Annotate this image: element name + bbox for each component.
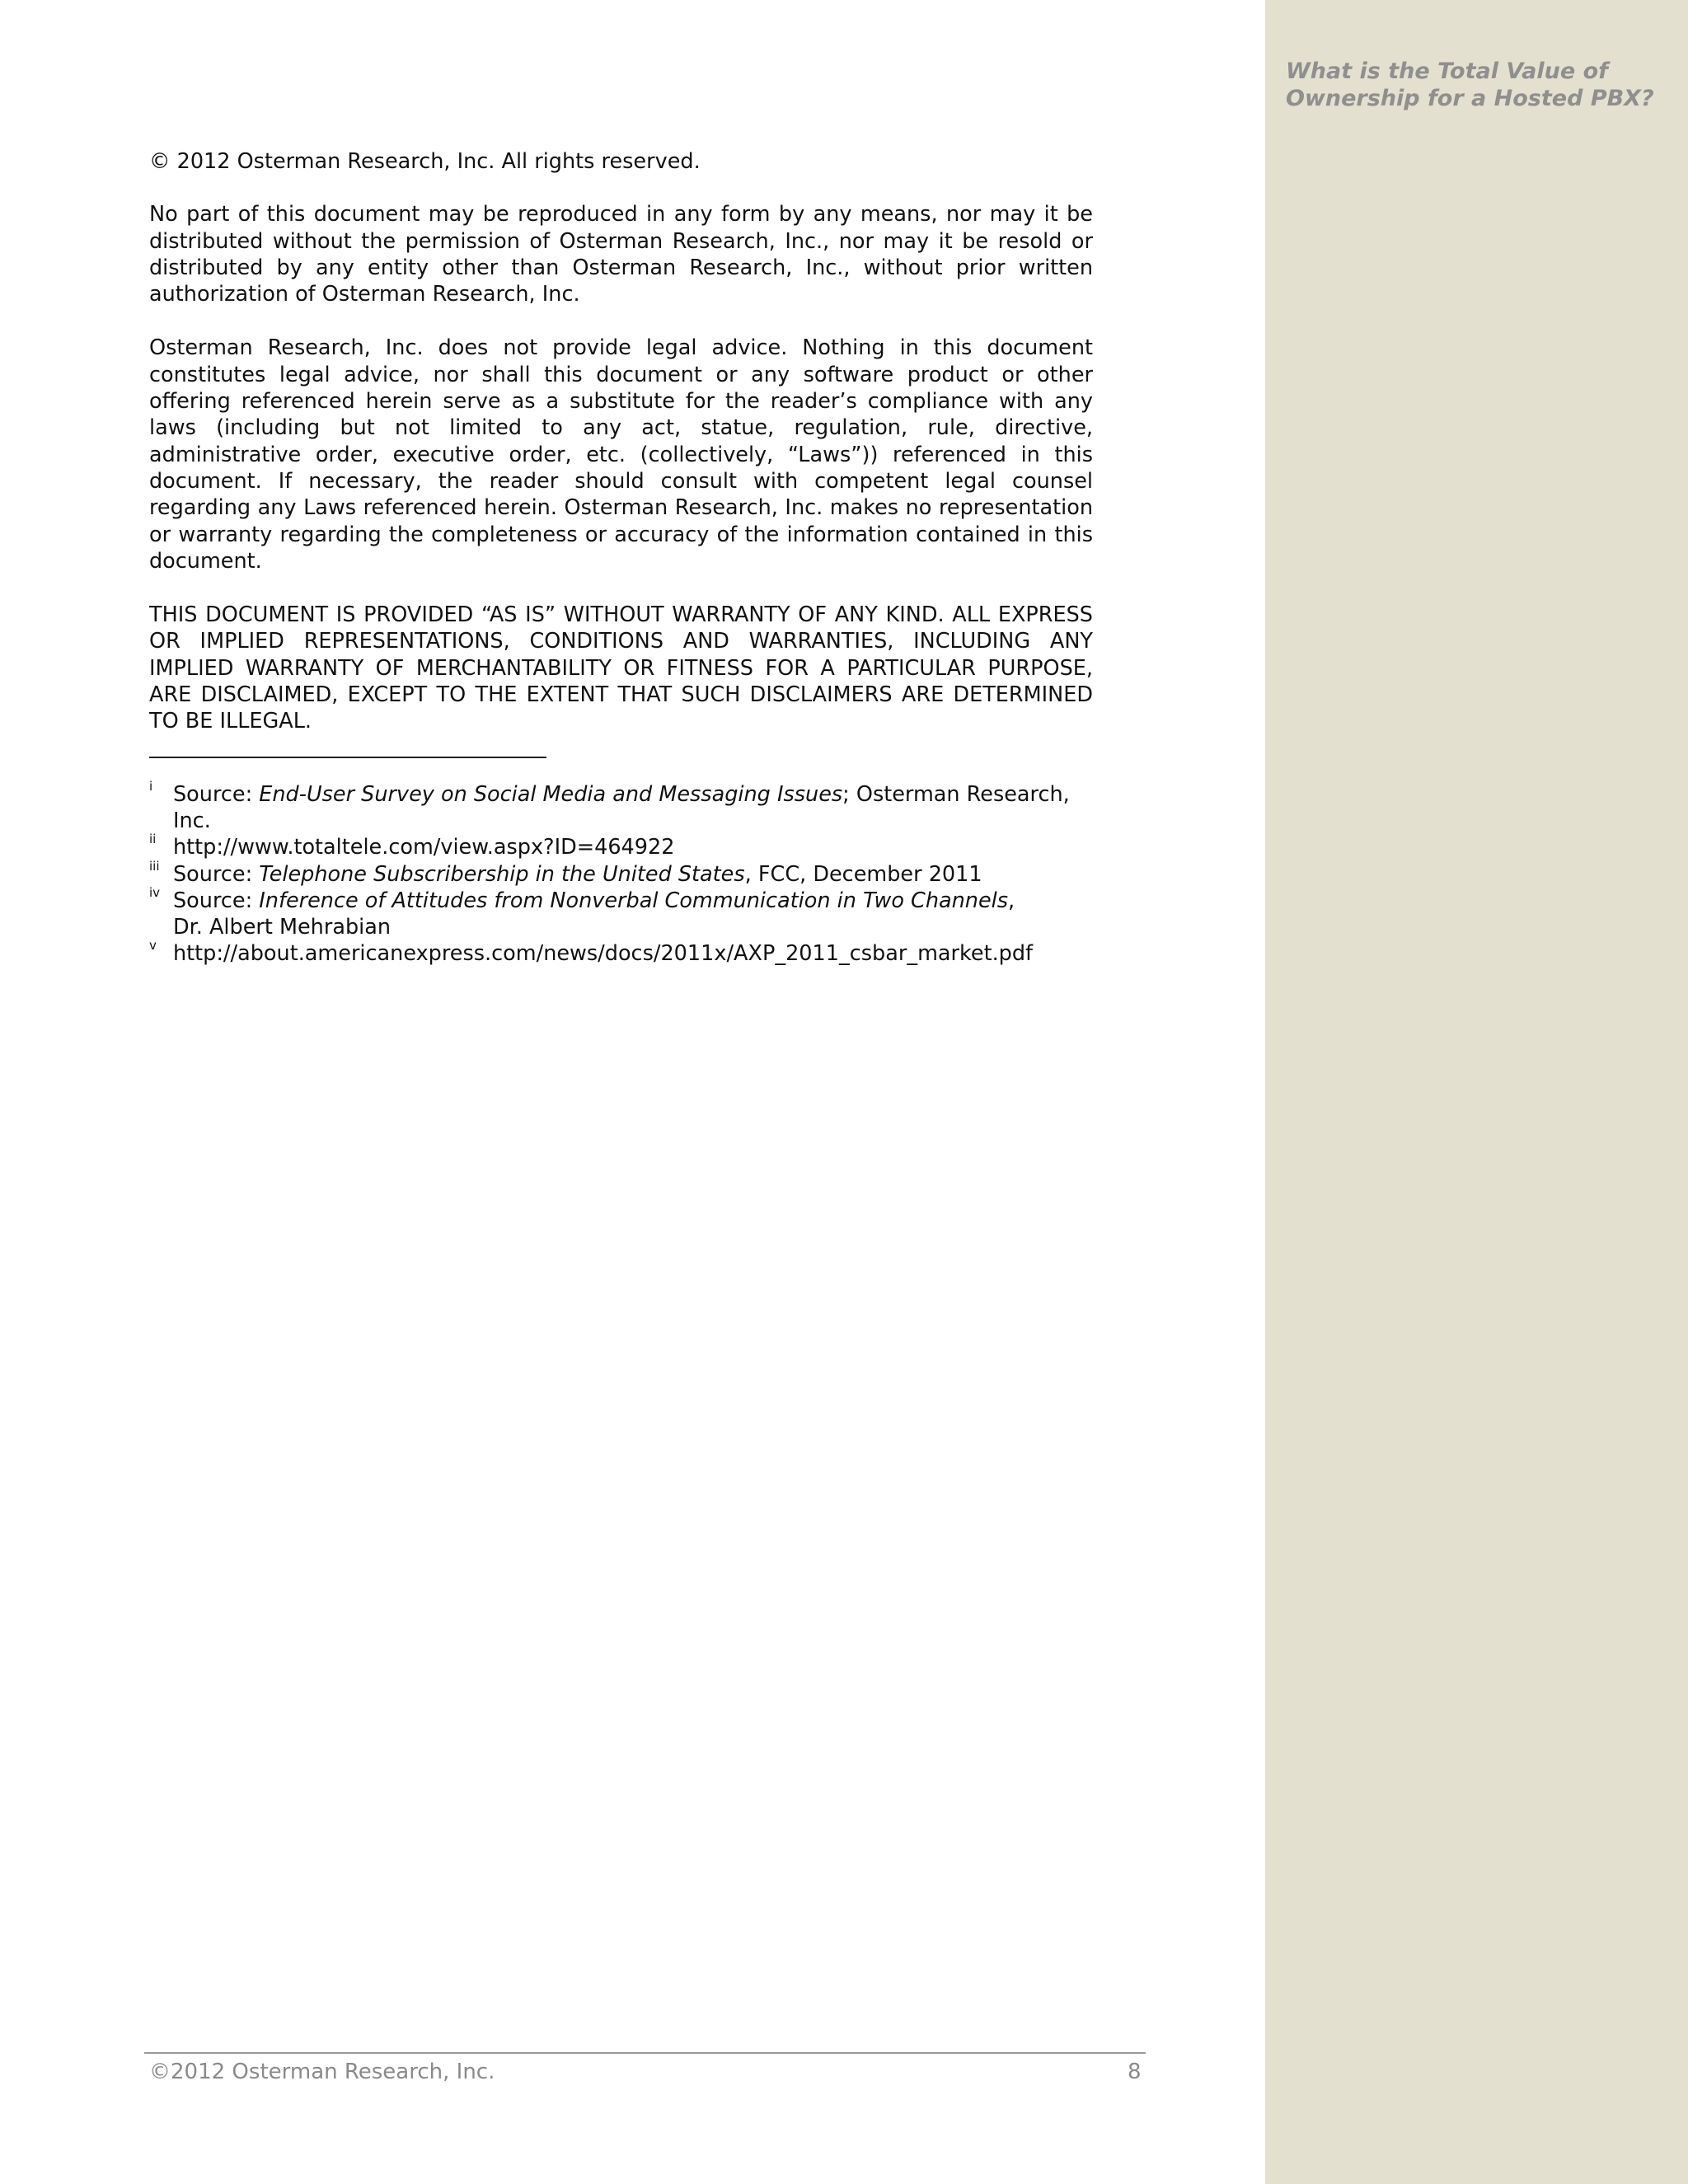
footnote-item	[149, 858, 1093, 888]
footnote-prefix: Source:	[173, 861, 260, 887]
footnote-title: End-User Survey on Social Media and Messaging Issues	[259, 781, 843, 807]
footnote-title: Inference of Attitudes from Nonverbal Communication in Two Channels	[259, 888, 1009, 913]
footnote-item	[149, 940, 1093, 967]
footnote-separator	[149, 757, 546, 758]
sidebar-panel	[1265, 0, 1688, 2184]
footnote-mark: ii	[149, 832, 157, 847]
footnote-prefix: Source:	[173, 888, 260, 913]
footnotes-list	[149, 778, 1093, 968]
footnote-item	[149, 778, 1093, 835]
footnote-link[interactable]: http://about.americanexpress.com/news/docs/2011x/AXP_2011_csbar_market.pdf	[173, 941, 1034, 967]
sidebar-title-line2: Ownership for a Hosted PBX?	[1286, 86, 1654, 111]
footnote-title: Telephone Subscribership in the United States	[259, 861, 745, 887]
footnote-mark: iii	[149, 858, 160, 874]
footnote-author: Dr. Albert Mehrabian	[173, 915, 392, 940]
footnote-item	[149, 884, 1093, 941]
sidebar-title-line1: What is the Total Value of	[1286, 59, 1608, 84]
footnote-link[interactable]: http://www.totaltele.com/view.aspx?ID=464922	[173, 835, 675, 860]
footnote-mark: iv	[149, 884, 161, 900]
footer-copyright: ©2012 Osterman Research, Inc.	[149, 2060, 495, 2084]
copyright-line: © 2012 Osterman Research, Inc. All rights reserved.	[149, 149, 701, 174]
footnote-item	[149, 834, 1093, 860]
legal-advice-notice: Osterman Research, Inc. does not provide legal advice. Nothing in this document constitutes legal advice, nor shall this document or any software product or other offering referenced herein serve as a substitute for the reader’s compliance with any laws (including but not limited to any act, statue, regulation, rule, directive, administrative order, executive order, etc. (collectively, “Laws”)) referenced in this document. If necessary, the reader should consult with competent legal counsel regarding any Laws referenced herein. Osterman Research, Inc. makes no representation or warranty regarding the completeness or accuracy of the information contained in this document.	[149, 335, 1093, 574]
footer-divider	[144, 2052, 1146, 2054]
footnote-mark: i	[149, 778, 153, 794]
main-content	[149, 148, 1093, 968]
reproduction-notice: No part of this document may be reproduced in any form by any means, nor may it be distributed without the permission of Osterman Research, Inc., nor may it be resold or distributed by any entity other than Osterman Research, Inc., without prior written authorization of Osterman Research, Inc.	[149, 202, 1093, 307]
footnote-mark: v	[149, 938, 157, 954]
footnote-suffix: , FCC, December 2011	[744, 861, 982, 887]
sidebar-title	[1286, 58, 1665, 112]
footnote-suffix: ,	[1008, 888, 1015, 913]
page-number: 8	[1128, 2060, 1142, 2084]
footnote-suffix: ; Osterman Research, Inc.	[173, 781, 1070, 833]
warranty-disclaimer: THIS DOCUMENT IS PROVIDED “AS IS” WITHOUT WARRANTY OF ANY KIND. ALL EXPRESS OR IMPLIED REPRESENTATIONS, CONDITIONS AND WARRANTIES, INCLUDING ANY IMPLIED WARRANTY OF MERCHANTABILITY OR FITNESS FOR A PARTICULAR PURPOSE, ARE DISCLAIMED, EXCEPT TO THE EXTENT THAT SUCH DISCLAIMERS ARE DETERMINED TO BE ILLEGAL.	[149, 602, 1093, 734]
footnote-prefix: Source:	[173, 781, 260, 807]
